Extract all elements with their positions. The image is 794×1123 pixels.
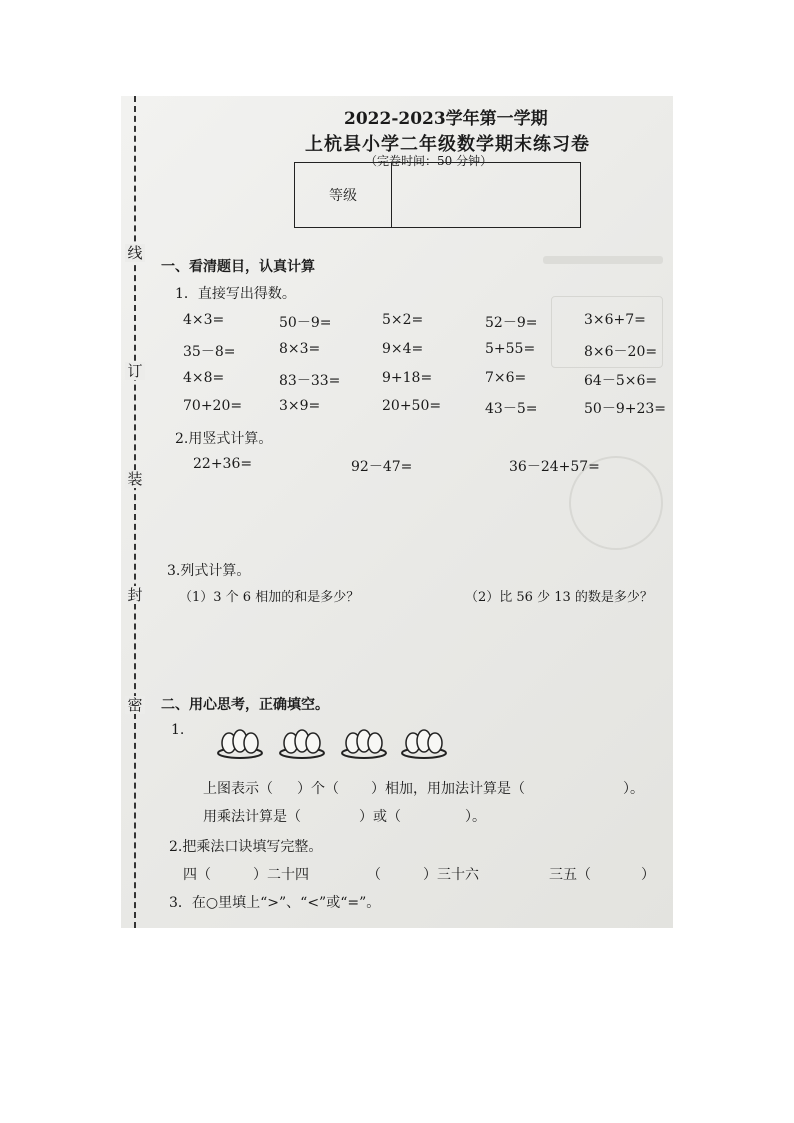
q3-label: 3.列式计算。 [167, 563, 251, 579]
calc-item: 52－9= [485, 315, 538, 331]
egg-nest-icon [341, 726, 387, 760]
calc-item: 4×3= [183, 312, 225, 328]
binding-char: 订 [125, 362, 145, 380]
bleed-mark [543, 256, 663, 264]
binding-char: 封 [125, 586, 145, 604]
s2-q1-label: 1. [171, 722, 185, 738]
fill-line: 用乘法计算是（ [203, 809, 301, 825]
binding-dashed-line [134, 96, 136, 928]
multiplication-rhyme: 三五（ [549, 867, 591, 883]
calc-item: 70+20= [183, 398, 243, 414]
fill-line: ）。 [623, 781, 644, 797]
multiplication-rhyme: ）二十四 [253, 867, 309, 883]
calc-item: 20+50= [382, 398, 442, 414]
vertical-calc-item: 36－24+57= [509, 459, 600, 475]
grade-box-divider [391, 163, 392, 227]
calc-item: 9+18= [382, 370, 433, 386]
binding-margin [125, 96, 145, 928]
calc-item: 7×6= [485, 370, 527, 386]
calc-item: 8×3= [279, 341, 321, 357]
multiplication-rhyme: （ [367, 867, 381, 883]
calc-item: 83－33= [279, 373, 341, 389]
calc-item: 5×2= [382, 312, 424, 328]
binding-char: 线 [125, 244, 145, 262]
calc-item: 4×8= [183, 370, 225, 386]
word-problem: （2）比 56 少 13 的数是多少？ [465, 590, 653, 605]
calc-item: 50－9+23= [584, 401, 666, 417]
s2-q2-label: 2.把乘法口诀填写完整。 [169, 839, 323, 855]
calc-item: 3×6+7= [584, 312, 646, 328]
time-note: （完卷时间：50 分钟） [365, 154, 493, 168]
egg-nest-icon [279, 726, 325, 760]
fill-line: ）。 [465, 809, 486, 825]
calc-item: 8×6－20= [584, 344, 658, 360]
egg-nests-picture [217, 726, 467, 762]
section2-heading: 二、用心思考，正确填空。 [161, 697, 329, 713]
fill-line: ）个（ [297, 781, 339, 797]
multiplication-rhyme: ） [641, 867, 655, 883]
calc-item: 5+55= [485, 341, 536, 357]
word-problem: （1）3 个 6 相加的和是多少？ [179, 590, 360, 605]
section1-heading: 一、看清题目，认真计算 [161, 259, 315, 275]
egg-nest-icon [217, 726, 263, 760]
calc-item: 3×9= [279, 398, 321, 414]
calc-item: 9×4= [382, 341, 424, 357]
calc-item: 64－5×6= [584, 373, 658, 389]
vertical-calc-item: 92－47= [351, 459, 413, 475]
fill-line: ）或（ [359, 809, 401, 825]
calc-item: 43－5= [485, 401, 538, 417]
binding-char: 密 [125, 696, 145, 714]
vertical-calc-item: 22+36= [193, 456, 253, 472]
calc-item: 35－8= [183, 344, 236, 360]
q2-label: 2.用竖式计算。 [175, 431, 273, 447]
fill-line: 上图表示（ [203, 781, 273, 797]
fill-line: ）相加，用加法计算是（ [371, 781, 525, 797]
multiplication-rhyme: 四（ [183, 867, 211, 883]
exam-photo [121, 96, 673, 928]
egg-nest-icon [401, 726, 447, 760]
exam-title-term: 2022-2023学年第一学期 [344, 109, 548, 129]
calc-item: 50－9= [279, 315, 332, 331]
grade-label: 等级 [329, 188, 357, 204]
s2-q3-label: 3．在○里填上“>”、“<”或“=”。 [169, 895, 381, 911]
multiplication-rhyme: ）三十六 [423, 867, 479, 883]
grade-box [294, 162, 581, 228]
binding-char: 装 [125, 470, 145, 488]
exam-title: 上杭县小学二年级数学期末练习卷 [305, 134, 590, 155]
q1-label: 1．直接写出得数。 [175, 286, 296, 302]
